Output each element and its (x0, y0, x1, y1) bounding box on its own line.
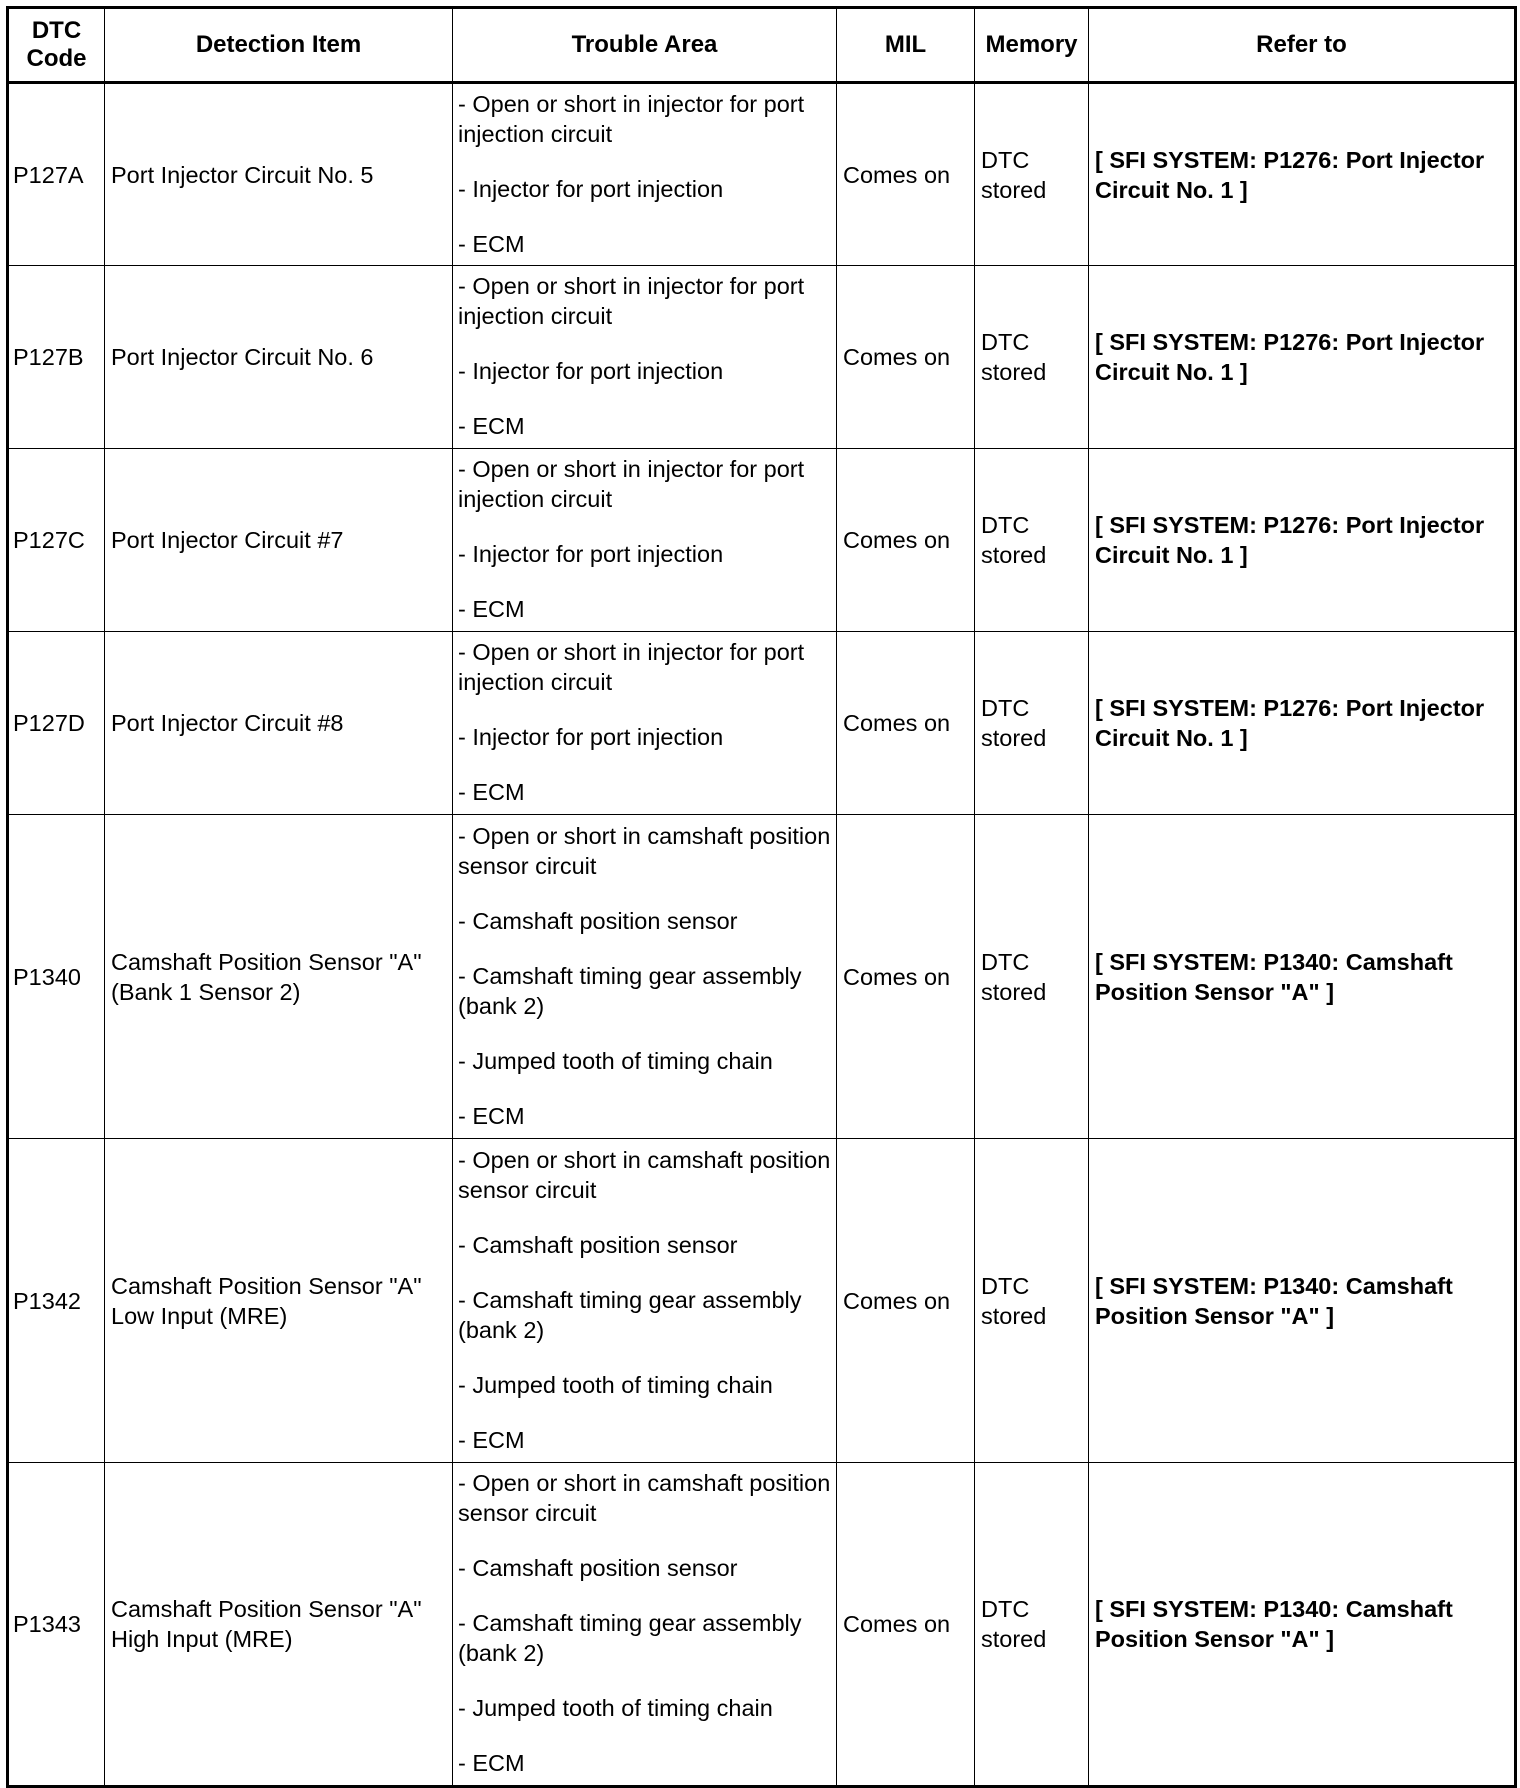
trouble-area-cell (453, 632, 837, 815)
memory-cell (975, 1463, 1089, 1787)
trouble-item: - Camshaft timing gear assembly (bank 2) (458, 962, 802, 1019)
detection-item-cell: Port Injector Circuit #8 (105, 632, 453, 815)
header-mil: MIL (837, 8, 975, 83)
trouble-item: - Open or short in camshaft position sensor circuit (458, 822, 831, 879)
header-refer: Refer to (1089, 8, 1516, 83)
memory-line: DTC (981, 695, 1030, 721)
refer-to-link[interactable]: [ SFI SYSTEM: P1340: Camshaft Position Sensor "A" ] (1089, 1463, 1516, 1787)
trouble-item: - ECM (458, 1102, 525, 1129)
memory-line: stored (981, 725, 1047, 751)
trouble-item: - Open or short in camshaft position sensor circuit (458, 1470, 831, 1526)
trouble-item: - Camshaft timing gear assembly (bank 2) (458, 1610, 802, 1666)
dtc-code-cell: P1340 (8, 815, 105, 1139)
refer-to-link[interactable]: [ SFI SYSTEM: P1276: Port Injector Circuit No. 1 ] (1089, 632, 1516, 815)
mil-cell: Comes on (837, 449, 975, 632)
detection-item-cell: Camshaft Position Sensor "A" (Bank 1 Sensor 2) (105, 815, 453, 1139)
dtc-code-cell: P1342 (8, 1139, 105, 1463)
trouble-item: - ECM (458, 413, 525, 439)
memory-cell (975, 83, 1089, 266)
table-row (8, 815, 1516, 1139)
trouble-item: - Jumped tooth of timing chain (458, 1047, 773, 1074)
header-memory: Memory (975, 8, 1089, 83)
trouble-item: - Injector for port injection (458, 541, 724, 567)
mil-cell: Comes on (837, 815, 975, 1139)
refer-to-link[interactable]: [ SFI SYSTEM: P1276: Port Injector Circuit No. 1 ] (1089, 266, 1516, 449)
trouble-item: - Open or short in injector for port injection circuit (458, 273, 805, 329)
memory-line: stored (981, 359, 1047, 385)
memory-cell (975, 449, 1089, 632)
memory-line: DTC (981, 329, 1030, 355)
mil-cell: Comes on (837, 1139, 975, 1463)
trouble-item: - ECM (458, 596, 525, 622)
trouble-item: - ECM (458, 230, 525, 257)
trouble-item: - Jumped tooth of timing chain (458, 1371, 773, 1398)
header-row (8, 8, 1516, 83)
refer-to-link[interactable]: [ SFI SYSTEM: P1276: Port Injector Circuit No. 1 ] (1089, 83, 1516, 266)
trouble-item: - Camshaft position sensor (458, 1555, 738, 1581)
memory-line: stored (981, 1302, 1047, 1329)
dtc-code-cell: P127C (8, 449, 105, 632)
dtc-code-cell: P127D (8, 632, 105, 815)
table-row (8, 83, 1516, 266)
dtc-table (6, 6, 1517, 1788)
table-row (8, 1463, 1516, 1787)
trouble-item: - Open or short in injector for port injection circuit (458, 456, 805, 512)
trouble-item: - Injector for port injection (458, 724, 724, 750)
mil-cell: Comes on (837, 83, 975, 266)
mil-cell: Comes on (837, 1463, 975, 1787)
dtc-code-cell: P127A (8, 83, 105, 266)
memory-cell (975, 1139, 1089, 1463)
header-code (8, 8, 105, 83)
memory-cell (975, 266, 1089, 449)
table-row (8, 632, 1516, 815)
table-row (8, 449, 1516, 632)
refer-to-link[interactable]: [ SFI SYSTEM: P1340: Camshaft Position Sensor "A" ] (1089, 815, 1516, 1139)
table-row (8, 1139, 1516, 1463)
memory-line: stored (981, 1626, 1047, 1652)
memory-line: stored (981, 176, 1047, 203)
mil-cell: Comes on (837, 632, 975, 815)
trouble-area-cell (453, 815, 837, 1139)
header-code-line2: Code (26, 45, 87, 72)
memory-line: DTC (981, 948, 1030, 975)
trouble-item: - Open or short in injector for port injection circuit (458, 90, 805, 147)
detection-item-cell: Port Injector Circuit #7 (105, 449, 453, 632)
trouble-area-cell (453, 1463, 837, 1787)
trouble-item: - Jumped tooth of timing chain (458, 1695, 773, 1721)
memory-line: DTC (981, 1272, 1030, 1299)
trouble-item: - Camshaft position sensor (458, 907, 738, 934)
refer-to-link[interactable]: [ SFI SYSTEM: P1340: Camshaft Position Sensor "A" ] (1089, 1139, 1516, 1463)
trouble-item: - Open or short in camshaft position sensor circuit (458, 1146, 831, 1203)
trouble-area-cell (453, 83, 837, 266)
detection-item-cell: Camshaft Position Sensor "A" Low Input (MRE) (105, 1139, 453, 1463)
header-code-line1: DTC (31, 17, 82, 44)
trouble-item: - Camshaft position sensor (458, 1231, 738, 1258)
mil-cell: Comes on (837, 266, 975, 449)
refer-to-link[interactable]: [ SFI SYSTEM: P1276: Port Injector Circuit No. 1 ] (1089, 449, 1516, 632)
trouble-item: - Injector for port injection (458, 175, 724, 202)
trouble-area-cell (453, 1139, 837, 1463)
trouble-item: - ECM (458, 779, 525, 805)
header-detection: Detection Item (105, 8, 453, 83)
detection-item-cell: Camshaft Position Sensor "A" High Input (MRE) (105, 1463, 453, 1787)
trouble-area-cell (453, 449, 837, 632)
dtc-code-cell: P1343 (8, 1463, 105, 1787)
trouble-item: - Injector for port injection (458, 358, 724, 384)
memory-line: stored (981, 978, 1047, 1005)
trouble-item: - ECM (458, 1750, 525, 1776)
trouble-item: - Camshaft timing gear assembly (bank 2) (458, 1286, 802, 1343)
memory-line: DTC (981, 1596, 1030, 1622)
memory-cell (975, 632, 1089, 815)
dtc-code-cell: P127B (8, 266, 105, 449)
trouble-item: - ECM (458, 1426, 525, 1453)
detection-item-cell: Port Injector Circuit No. 6 (105, 266, 453, 449)
memory-line: DTC (981, 512, 1030, 538)
table-row (8, 266, 1516, 449)
detection-item-cell: Port Injector Circuit No. 5 (105, 83, 453, 266)
memory-line: DTC (981, 146, 1030, 173)
trouble-area-cell (453, 266, 837, 449)
header-trouble: Trouble Area (453, 8, 837, 83)
trouble-item: - Open or short in injector for port injection circuit (458, 639, 805, 695)
memory-cell (975, 815, 1089, 1139)
memory-line: stored (981, 542, 1047, 568)
